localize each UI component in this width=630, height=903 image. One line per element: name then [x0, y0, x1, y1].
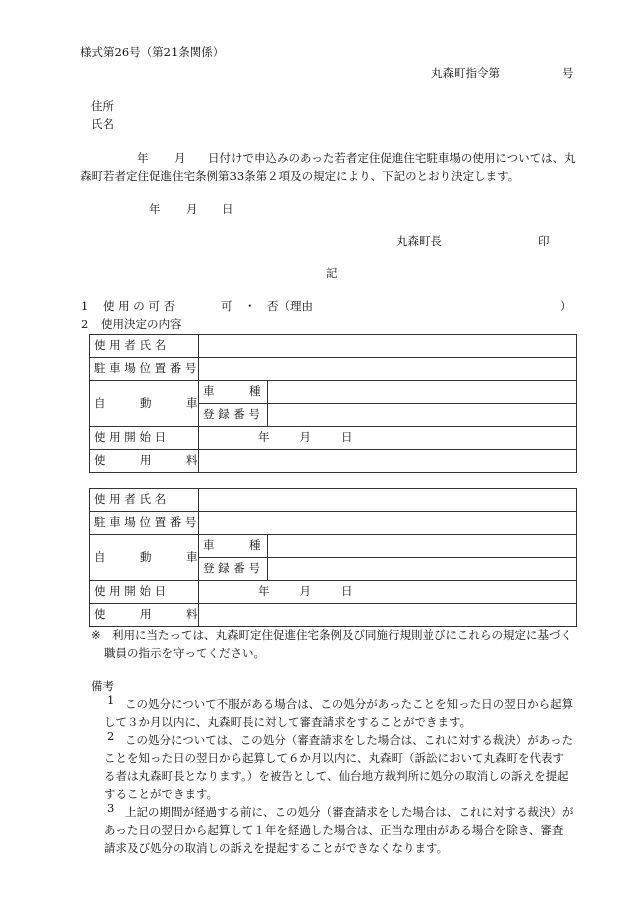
table-row — [90, 604, 577, 627]
start-date-label: 使 用 開 始 日 — [90, 427, 199, 450]
user-name-label: 使 用 者 氏 名 — [90, 335, 199, 358]
ki-heading: 記 — [326, 266, 338, 280]
start-date-day: 日 — [341, 584, 353, 599]
start-date-month: 月 — [299, 584, 311, 599]
fee-label: 使 用 料 — [90, 450, 199, 473]
intro-month-mark: 月 — [174, 151, 186, 165]
parking-decision-table-1 — [89, 334, 577, 473]
remark-number: 2 — [107, 729, 115, 743]
remark-item-1 — [104, 695, 573, 731]
note-line1: 利用に当たっては、丸森町定住促進住宅条例及び同施行規則並びにこれらの規定に基づく — [112, 628, 572, 642]
fee-label: 使 用 料 — [90, 604, 199, 627]
item1-options: 可 ・ 否（理由 — [221, 299, 313, 313]
remark-number: 3 — [107, 801, 115, 815]
remark-line: することができます。 — [104, 787, 219, 801]
parking-number-field[interactable] — [199, 512, 577, 535]
car-type-field[interactable] — [268, 381, 577, 404]
table-row — [90, 535, 577, 558]
remark-item-2 — [104, 731, 573, 803]
parking-number-label: 駐 車 場 位 置 番 号 — [90, 358, 199, 381]
intro-line2: 森町若者定住促進住宅条例第33条第２項及の規定により、下記のとおり決定します。 — [80, 169, 520, 183]
table-row — [90, 450, 577, 473]
registration-number-field[interactable] — [268, 558, 577, 581]
remark-line: あった日の翌日から起算して１年を経過した場合は、正当な理由がある場合を除き、審査 — [104, 823, 564, 837]
table-row — [90, 489, 577, 512]
remark-item-3 — [104, 803, 574, 857]
registration-number-field[interactable] — [268, 404, 577, 427]
car-type-field[interactable] — [268, 535, 577, 558]
item2-number: 2 — [81, 317, 89, 331]
remark-line: この処分について不服がある場合は、この処分があったことを知った日の翌日から起算 — [125, 697, 574, 711]
car-type-label: 車 種 — [199, 381, 268, 404]
table-row — [90, 581, 577, 604]
intro-year-mark: 年 — [137, 151, 149, 165]
fee-field[interactable] — [199, 450, 577, 473]
item1-close-paren: ） — [560, 299, 572, 313]
intro-line1: 日付けで申込みのあった若者定住促進住宅駐車場の使用については、丸 — [208, 151, 576, 165]
start-date-year: 年 — [258, 430, 270, 445]
start-date-day: 日 — [341, 430, 353, 445]
parking-decision-table-2 — [89, 488, 577, 627]
fee-field[interactable] — [199, 604, 577, 627]
start-date-field[interactable] — [199, 427, 577, 450]
start-date-month: 月 — [299, 430, 311, 445]
parking-number-label: 駐 車 場 位 置 番 号 — [90, 512, 199, 535]
user-name-field[interactable] — [199, 335, 577, 358]
command-number-suffix: 号 — [562, 66, 574, 80]
item1-number: 1 — [81, 299, 89, 313]
start-date-field[interactable] — [199, 581, 577, 604]
mayor-title: 丸森町長 — [396, 234, 442, 248]
remark-number: 1 — [107, 693, 115, 707]
registration-number-label: 登 録 番 号 — [199, 404, 268, 427]
address-label: 住所 — [91, 99, 114, 113]
remark-line: 上記の期間が経過する前に、この処分（審査請求をした場合は、これに対する裁決）が — [125, 805, 574, 819]
form-number: 様式第26号（第21条関係） — [80, 45, 225, 59]
table-row — [90, 335, 577, 358]
vehicle-label: 自 動 車 — [90, 535, 199, 581]
note-mark: ※ — [91, 628, 101, 642]
decision-day: 日 — [222, 202, 234, 216]
table-row — [90, 381, 577, 404]
remark-line: して３か月以内に、丸森町長に対して審査請求をすることができます。 — [104, 715, 472, 729]
note-line2: 職員の指示を守ってください。 — [104, 646, 265, 660]
decision-month: 月 — [186, 202, 198, 216]
remark-line: る者は丸森町長となります。）を被告として、仙台地方裁判所に処分の取消しの訴えを提起 — [104, 769, 569, 783]
remark-line: この処分については、この処分（審査請求をした場合は、これに対する裁決）があった — [125, 733, 574, 747]
command-number-prefix: 丸森町指令第 — [431, 66, 500, 80]
decision-year: 年 — [149, 202, 161, 216]
user-name-field[interactable] — [199, 489, 577, 512]
user-name-label: 使 用 者 氏 名 — [90, 489, 199, 512]
table-row — [90, 427, 577, 450]
item1-label: 使 用 の 可 否 — [103, 299, 176, 313]
remark-line: ことを知った日の翌日から起算して６か月以内に、丸森町（訴訟において丸森町を代表す — [104, 751, 564, 765]
vehicle-label: 自 動 車 — [90, 381, 199, 427]
name-label: 氏名 — [91, 117, 114, 131]
car-type-label: 車 種 — [199, 535, 268, 558]
registration-number-label: 登 録 番 号 — [199, 558, 268, 581]
table-row — [90, 358, 577, 381]
remark-line: 請求及び処分の取消しの訴えを提起することができなくなります。 — [104, 841, 449, 855]
start-date-label: 使 用 開 始 日 — [90, 581, 199, 604]
start-date-year: 年 — [258, 584, 270, 599]
table-row — [90, 512, 577, 535]
parking-number-field[interactable] — [199, 358, 577, 381]
remarks-title: 備考 — [91, 679, 114, 693]
item2-label: 使用決定の内容 — [101, 317, 182, 331]
seal-mark: 印 — [538, 234, 550, 248]
